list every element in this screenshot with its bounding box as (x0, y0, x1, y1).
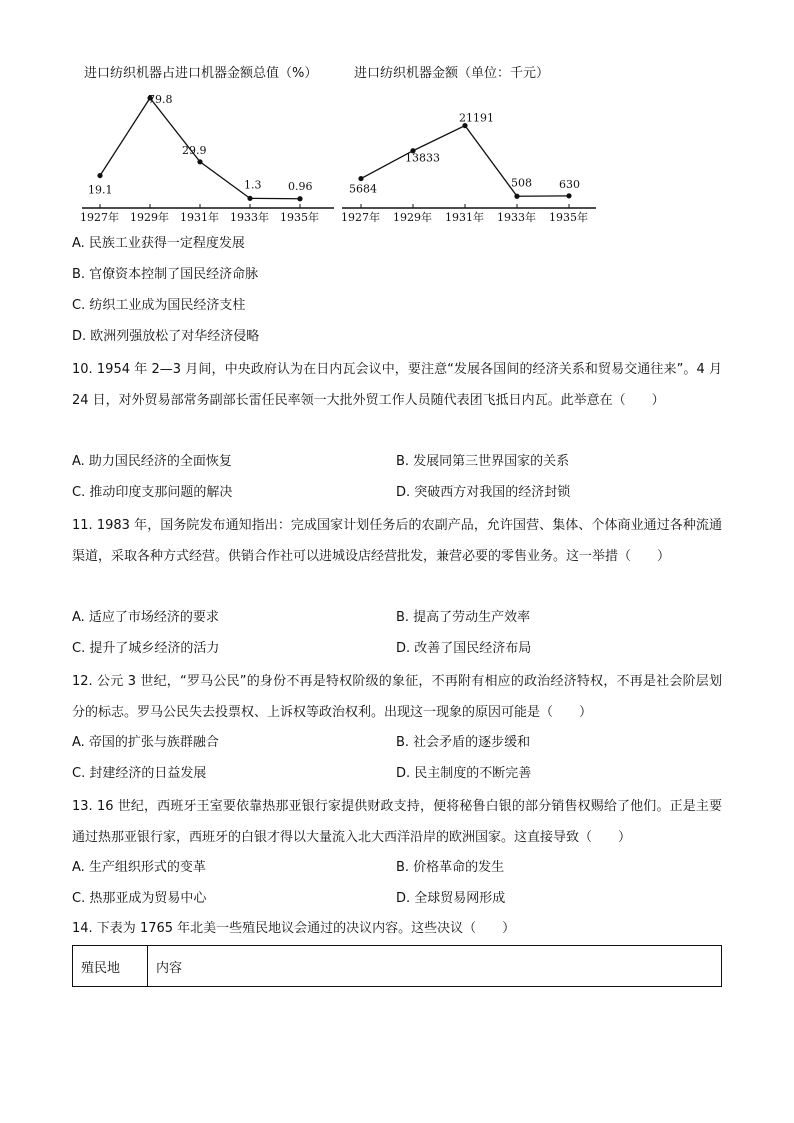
q12-option-d: D. 民主制度的不断完善 (396, 766, 532, 781)
q11-option-b: B. 提高了劳动生产效率 (396, 610, 531, 625)
charts-area (76, 58, 606, 228)
data-label: 630 (559, 177, 580, 191)
table-header-row (73, 946, 722, 987)
q10-option-a: A. 助力国民经济的全面恢复 (72, 454, 232, 469)
line-charts-svg (76, 58, 606, 228)
table-header-colony: 殖民地 (73, 946, 148, 987)
q9-option-a: A. 民族工业获得一定程度发展 (72, 236, 245, 251)
x-tick-label: 1929年 (393, 211, 432, 224)
q10-option-b: B. 发展同第三世界国家的关系 (396, 454, 570, 469)
colony-resolutions-table (72, 945, 722, 987)
data-label: 79.8 (148, 93, 173, 107)
q12-option-c: C. 封建经济的日益发展 (72, 766, 207, 781)
right-chart-title: 进口纺织机器金额（单位：千元） (354, 66, 550, 81)
q12-option-b: B. 社会矛盾的逐步缓和 (396, 735, 531, 750)
data-label: 0.96 (288, 179, 313, 193)
x-tick-label: 1933年 (230, 211, 269, 224)
data-label: 19.1 (88, 183, 113, 197)
data-point (197, 159, 202, 164)
x-tick-label: 1933年 (497, 211, 536, 224)
data-label: 508 (511, 176, 532, 190)
data-label: 1.3 (244, 178, 262, 192)
q12-stem: 12. 公元 3 世纪，“罗马公民”的身份不再是特权阶级的象征，不再附有相应的政治经济特权，不再是社会阶层划分的标志。罗马公民失去投票权、上诉权等政治权利。出现这一现象的原因可能是（ ） (72, 674, 722, 720)
x-tick-label: 1929年 (130, 211, 169, 224)
q9-option-d: D. 欧洲列强放松了对华经济侵略 (72, 329, 260, 344)
left-chart-title: 进口纺织机器占进口机器金额总值（%） (84, 66, 318, 81)
data-point (247, 196, 252, 201)
q14-stem: 14. 下表为 1765 年北美一些殖民地议会通过的决议内容。这些决议（ ） (72, 921, 516, 936)
q10-option-d: D. 突破西方对我国的经济封锁 (396, 485, 571, 500)
data-point (297, 196, 302, 201)
data-label: 21191 (459, 111, 494, 125)
x-tick-label: 1935年 (549, 211, 588, 224)
x-tick-label: 1927年 (80, 211, 119, 224)
q13-option-b: B. 价格革命的发生 (396, 860, 505, 875)
data-label: 29.9 (182, 143, 207, 157)
q11-option-a: A. 适应了市场经济的要求 (72, 610, 219, 625)
q13-stem: 13. 16 世纪，西班牙王室要依靠热那亚银行家提供财政支持，便将秘鲁白银的部分销售权赐给了他们。正是主要通过热那亚银行家，西班牙的白银才得以大量流入北大西洋沿岸的欧洲国家。这直接导致（ ） (72, 799, 722, 845)
x-tick-label: 1931年 (180, 211, 219, 224)
data-point (97, 173, 102, 178)
q13-option-a: A. 生产组织形式的变革 (72, 860, 206, 875)
data-point (514, 194, 519, 199)
q9-option-b: B. 官僚资本控制了国民经济命脉 (72, 267, 259, 282)
right-series-line (361, 126, 569, 197)
q10-option-c: C. 推动印度支那问题的解决 (72, 485, 233, 500)
q9-option-c: C. 纺织工业成为国民经济支柱 (72, 298, 246, 313)
q11-stem: 11. 1983 年，国务院发布通知指出：完成国家计划任务后的农副产品，允许国营、集体、个体商业通过各种流通渠道，采取各种方式经营。供销合作社可以进城设店经营批发，兼营必要的零售业务。这一举措（ ） (72, 518, 722, 564)
q11-option-c: C. 提升了城乡经济的活力 (72, 641, 220, 656)
x-tick-label: 1935年 (280, 211, 319, 224)
data-label: 13833 (405, 151, 440, 165)
q13-option-c: C. 热那亚成为贸易中心 (72, 891, 207, 906)
x-tick-label: 1931年 (445, 211, 484, 224)
data-point (566, 193, 571, 198)
q11-option-d: D. 改善了国民经济布局 (396, 641, 532, 656)
x-tick-label: 1927年 (341, 211, 380, 224)
table-header-content: 内容 (148, 946, 722, 987)
data-point (358, 176, 363, 181)
data-label: 5684 (349, 182, 377, 196)
q13-option-d: D. 全球贸易网形成 (396, 891, 506, 906)
q10-stem: 10. 1954 年 2—3 月间，中央政府认为在日内瓦会议中，要注意“发展各国间的经济关系和贸易交通往来”。4 月 24 日，对外贸易部常务副部长雷任民率领一大批外贸工作人员随代表团飞抵日内瓦。此举意在（ ） (72, 362, 722, 408)
q12-option-a: A. 帝国的扩张与族群融合 (72, 735, 219, 750)
